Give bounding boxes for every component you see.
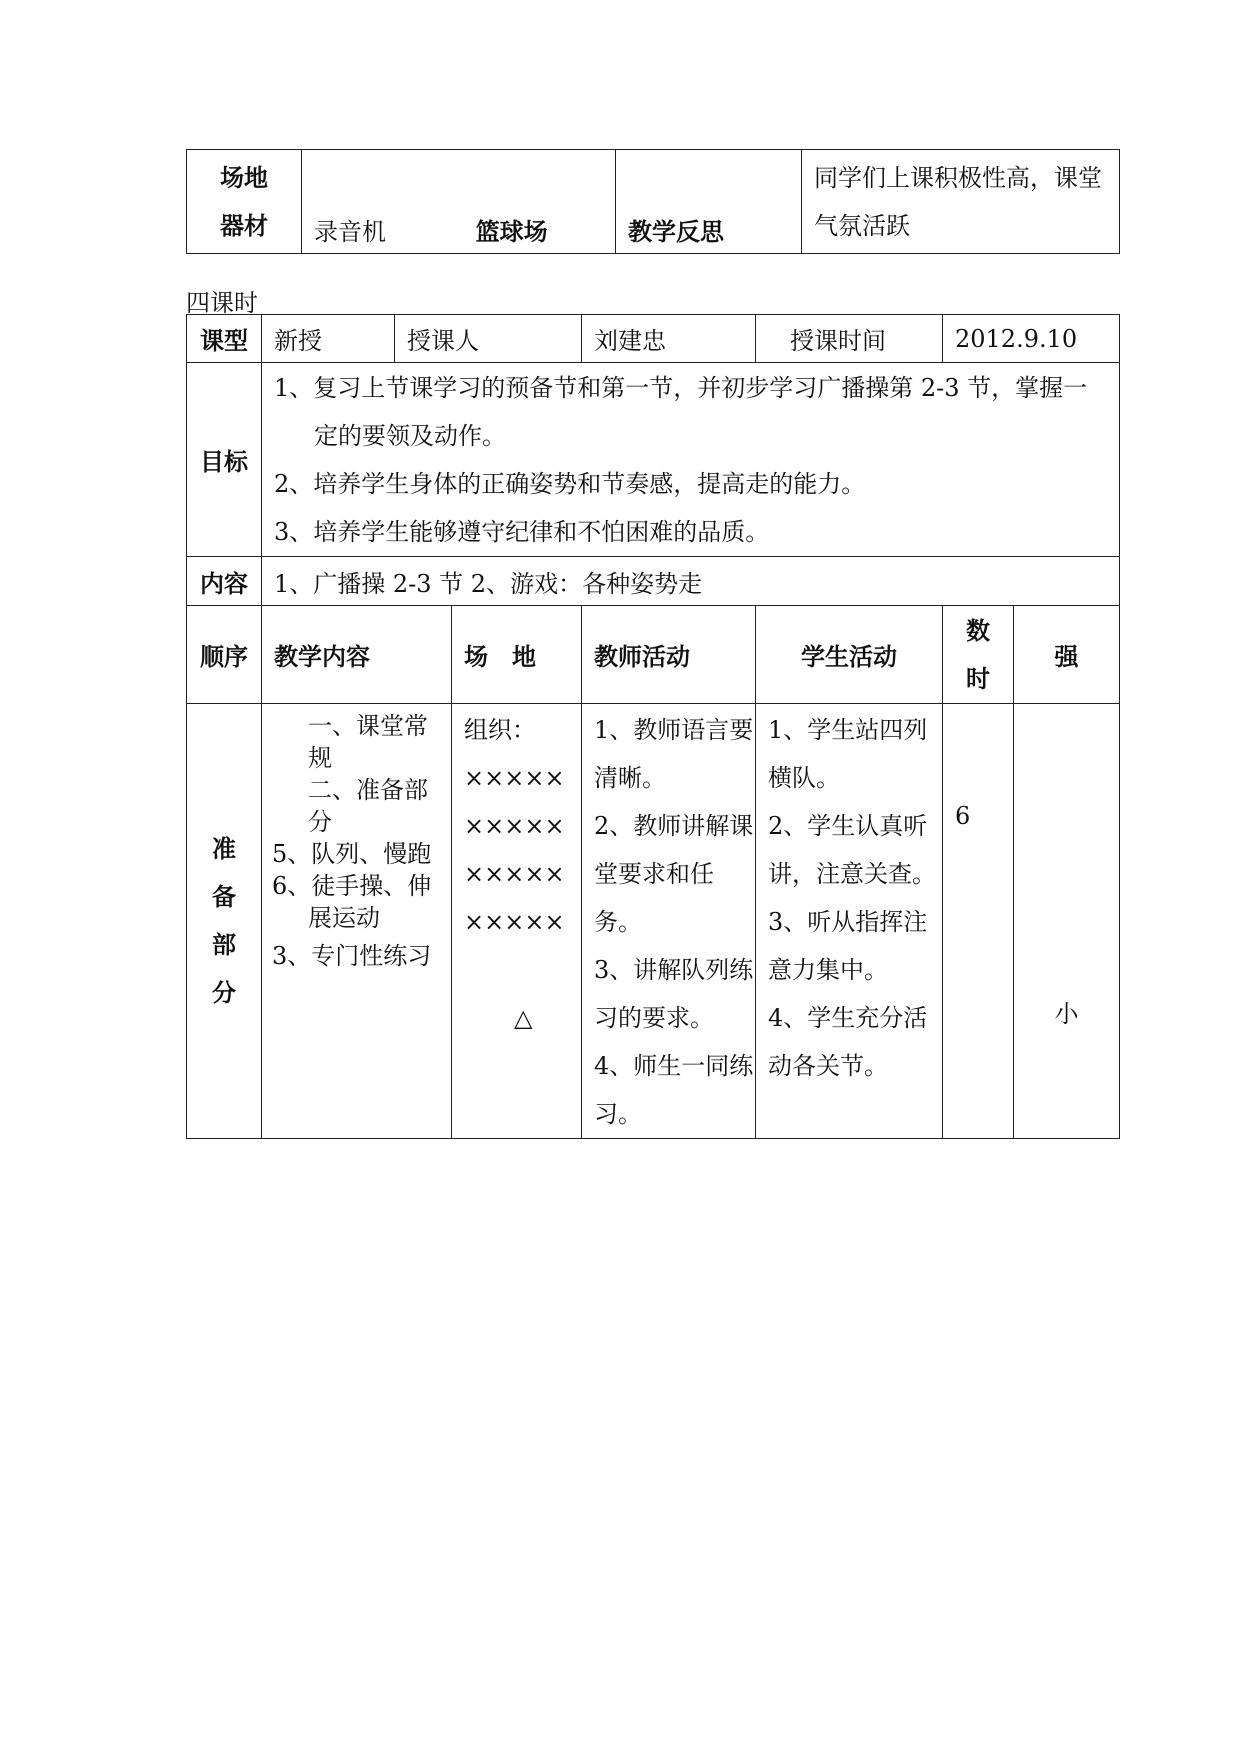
teacher-value: 刘建忠: [582, 315, 756, 363]
teacher-activity-line: 习。: [594, 1100, 642, 1128]
content-value: 1、广播操 2-3 节 2、游戏：各种姿势走: [262, 557, 1120, 606]
reflection-label: 教学反思: [616, 150, 802, 254]
order-header: 顺序: [187, 606, 262, 704]
student-activity-line: 意力集中。: [768, 956, 888, 984]
teacher-activity-line: 3、讲解队列练: [594, 956, 754, 984]
prep-venue-cell: [452, 704, 582, 1139]
teacher-activity-line: 习的要求。: [594, 1004, 714, 1032]
teacher-activity-line: 清晰。: [594, 764, 666, 792]
prep-label-char: 备: [212, 882, 236, 911]
prep-content-item: 3、专门性练习: [272, 942, 432, 970]
teaching-content-header: 教学内容: [262, 606, 452, 704]
student-activity-line: 4、学生充分活: [768, 1004, 928, 1032]
equipment-cell: [302, 150, 616, 254]
prep-row: [187, 704, 1120, 1139]
equipment-value: 录音机: [314, 218, 386, 246]
prep-content-item: 6、徒手操、伸: [272, 872, 432, 900]
student-activity-line: 2、学生认真听: [768, 812, 928, 840]
student-activity-line: 横队。: [768, 764, 840, 792]
count-cell: 6: [943, 704, 1014, 1139]
formation-row: ×××××: [464, 812, 565, 840]
reflection-cell: [802, 150, 1120, 254]
count-header-line: 数: [966, 615, 990, 645]
info-row: [187, 315, 1120, 363]
teacher-label: 授课人: [395, 315, 582, 363]
type-label: 课型: [187, 315, 262, 363]
teacher-activity-line: 2、教师讲解课: [594, 812, 754, 840]
student-activity-cell: [756, 704, 943, 1139]
goal-item: 2、培养学生身体的正确姿势和节奏感，提高走的能力。: [274, 469, 866, 498]
venue-table: [186, 149, 1120, 254]
lesson-plan-table: [186, 314, 1120, 1139]
teacher-activity-line: 堂要求和任务。: [594, 860, 714, 936]
teacher-activity-line: 1、教师语言要: [594, 716, 754, 744]
student-activity-header: 学生活动: [756, 606, 943, 704]
count-header-line: 时: [966, 663, 990, 693]
intensity-cell: 小: [1014, 704, 1120, 1139]
formation-row: ×××××: [464, 764, 565, 792]
time-value: 2012.9.10: [943, 315, 1120, 363]
teacher-position-icon: △: [514, 1004, 533, 1032]
goals-row: [187, 363, 1120, 557]
reflection-line: 同学们上课积极性高，课堂: [814, 163, 1102, 192]
goals-label: 目标: [187, 363, 262, 557]
content-row: [187, 557, 1120, 606]
content-label: 内容: [187, 557, 262, 606]
formation-row: ×××××: [464, 908, 565, 936]
prep-label-char: 准: [212, 834, 236, 863]
student-activity-line: 1、学生站四列: [768, 716, 928, 744]
prep-label-char: 分: [212, 978, 236, 1007]
count-header: [943, 606, 1014, 704]
student-activity-line: 讲，注意关查。: [768, 860, 936, 888]
student-activity-line: 3、听从指挥注: [768, 908, 928, 936]
prep-content-item: 5、队列、慢跑: [272, 840, 432, 868]
reflection-line: 气氛活跃: [814, 211, 910, 240]
venue-header: 场 地: [452, 606, 582, 704]
prep-label-char: 部: [212, 930, 236, 959]
prep-section-label: [187, 704, 262, 1139]
prep-content-item: 一、课堂常规: [308, 712, 428, 772]
type-value: 新授: [262, 315, 395, 363]
prep-content-item: 二、准备部分: [308, 776, 428, 836]
venue-equipment-label: [187, 150, 302, 254]
goals-list: [262, 363, 1120, 557]
equipment-label: 器材: [220, 210, 268, 240]
goal-item: 1、复习上节课学习的预备节和第一节，并初步学习广播操第 2-3 节，掌握一: [274, 373, 1088, 402]
goal-item: 定的要领及动作。: [314, 421, 506, 450]
schedule-header-row: [187, 606, 1120, 704]
prep-content-list: [262, 704, 452, 1139]
venue-label: 场地: [220, 162, 268, 192]
teacher-activity-header: 教师活动: [582, 606, 756, 704]
teacher-activity-cell: [582, 704, 756, 1139]
student-activity-line: 动各关节。: [768, 1052, 888, 1080]
intensity-header: 强: [1014, 606, 1120, 704]
prep-content-item: 展运动: [308, 904, 380, 932]
venue-value: 篮球场: [475, 217, 548, 246]
lesson-heading: 四课时: [186, 289, 258, 317]
formation-row: ×××××: [464, 860, 565, 888]
time-label: 授课时间: [756, 315, 943, 363]
organization-label: 组织：: [464, 716, 536, 744]
goal-item: 3、培养学生能够遵守纪律和不怕困难的品质。: [274, 517, 770, 546]
teacher-activity-line: 4、师生一同练: [594, 1052, 754, 1080]
